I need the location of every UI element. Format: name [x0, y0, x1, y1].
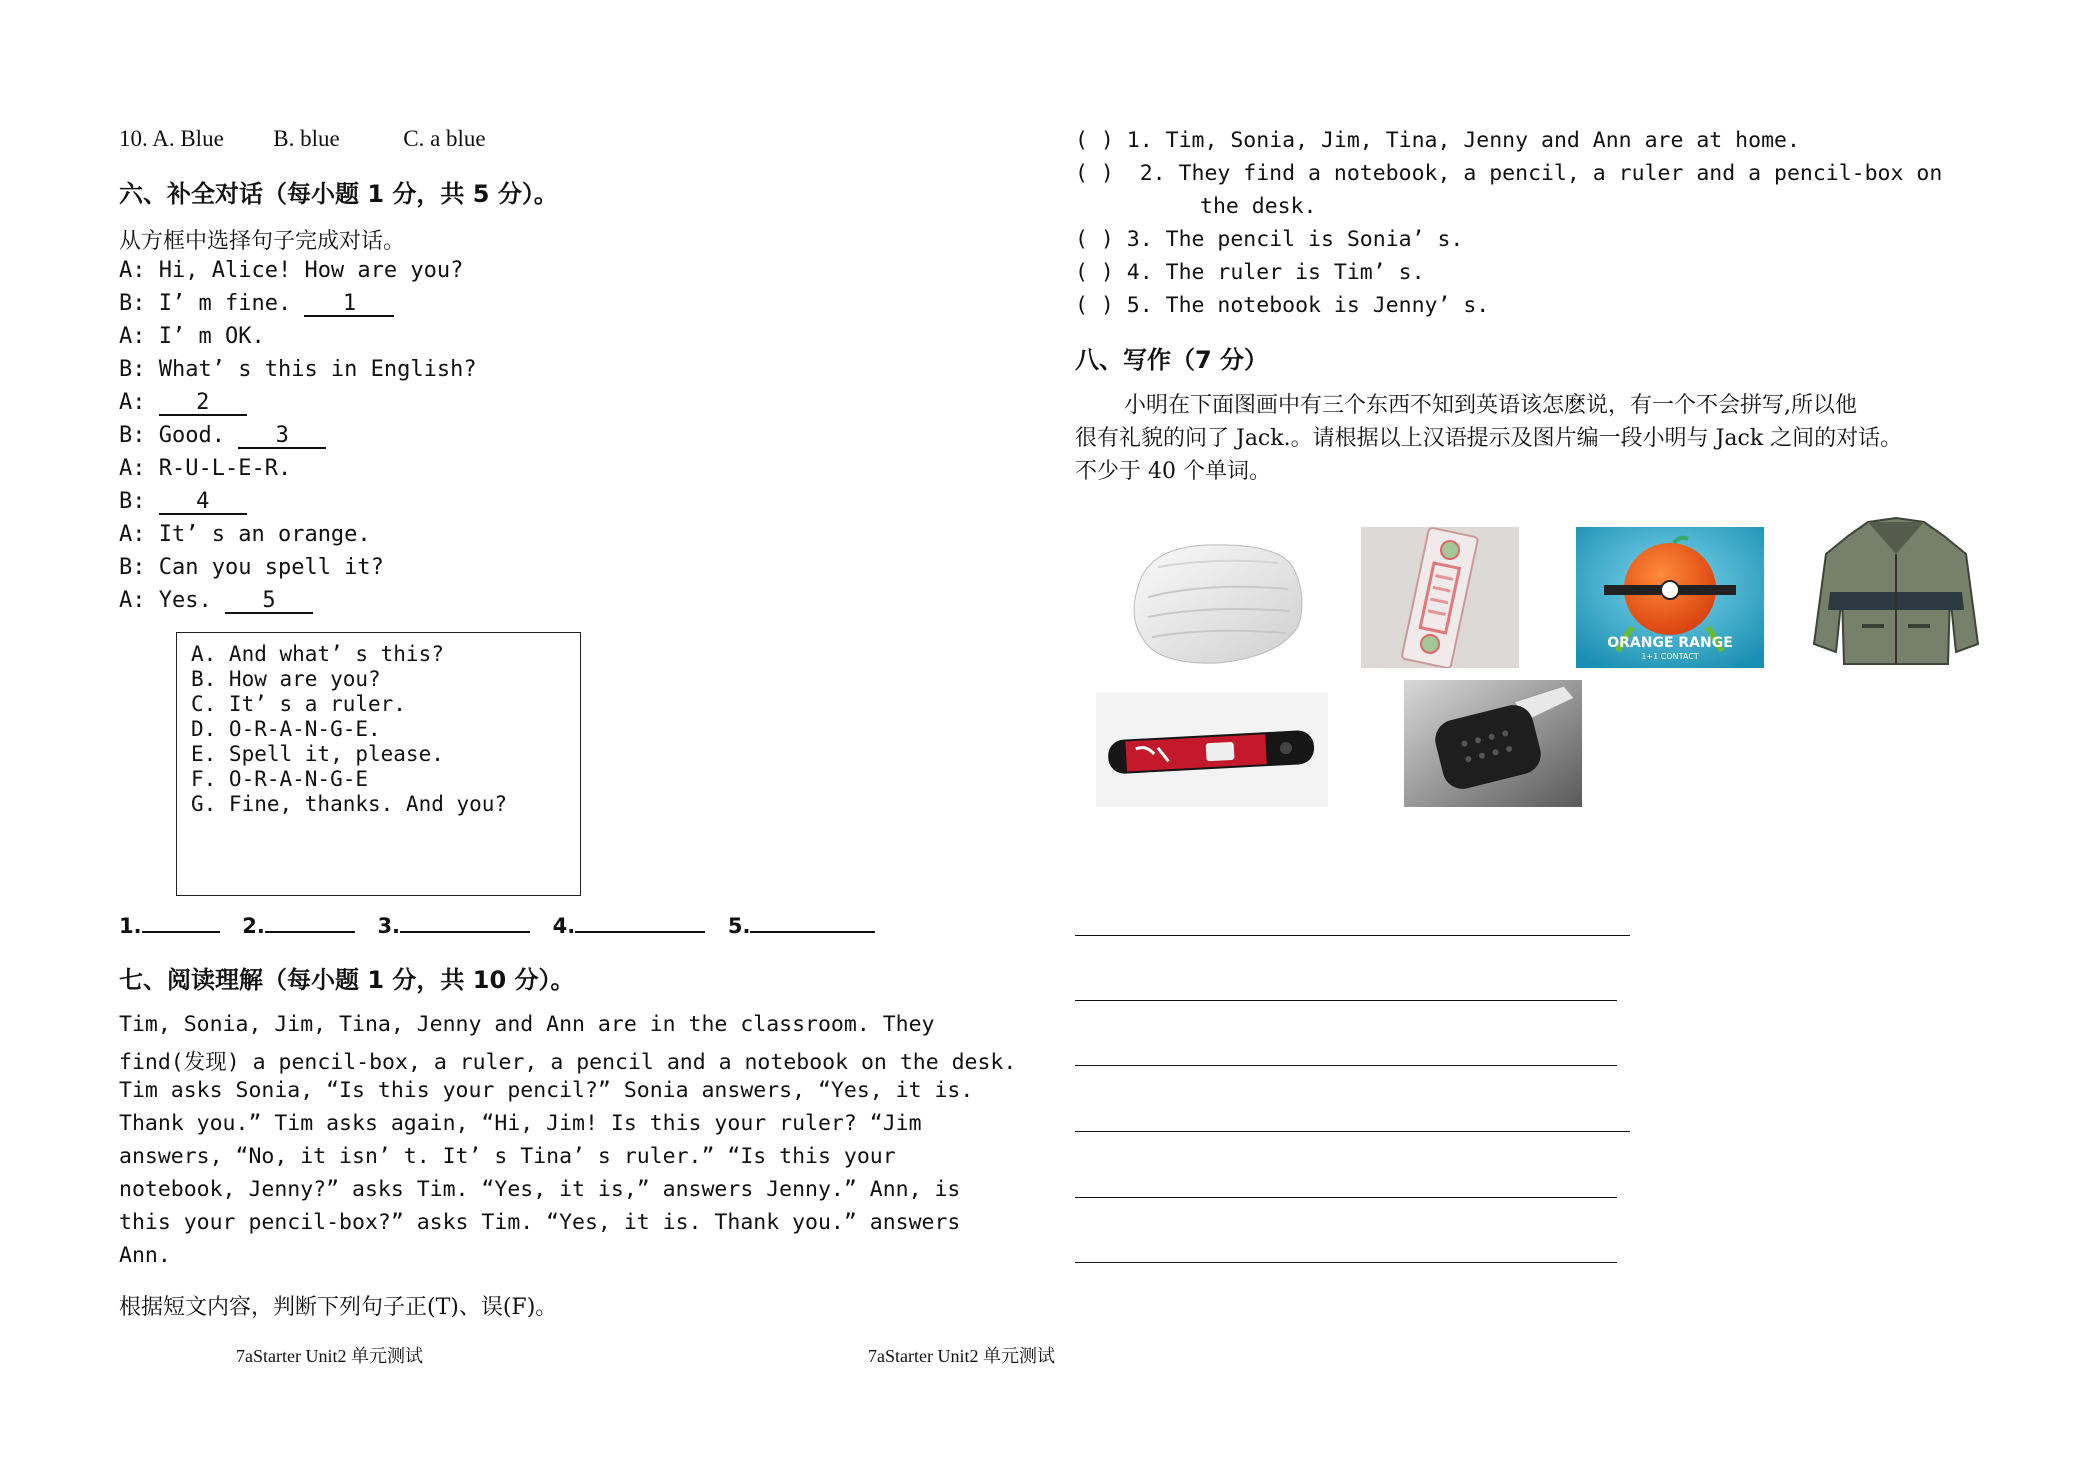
- tf-paren[interactable]: ( ): [1075, 128, 1114, 153]
- answer-blank[interactable]: 5: [225, 590, 313, 614]
- option-item: F. O-R-A-N-G-E: [191, 767, 369, 791]
- section-8-title: 八、写作（7 分）: [1075, 346, 1269, 374]
- dialog-line: A: R-U-L-E-R.: [119, 456, 292, 481]
- writing-line[interactable]: [1075, 1000, 1617, 1001]
- option-item: G. Fine, thanks. And you?: [191, 792, 508, 816]
- passage-line: Ann.: [119, 1243, 171, 1268]
- passage-line: Thank you.” Tim asks again, “Hi, Jim! Is this your ruler? “Jim: [119, 1111, 922, 1136]
- writing-line[interactable]: [1075, 935, 1630, 936]
- q10-option-c: C. a blue: [403, 126, 486, 151]
- tf-paren[interactable]: ( ): [1075, 260, 1114, 285]
- passage-line: notebook, Jenny?” asks Tim. “Yes, it is,” answers Jenny.” Ann, is: [119, 1177, 961, 1202]
- answer-line-1[interactable]: [142, 931, 220, 933]
- tf-item: ( ) 4. The ruler is Tim’ s.: [1075, 260, 1425, 285]
- answer-blank[interactable]: 3: [238, 425, 326, 449]
- writing-line[interactable]: [1075, 1197, 1617, 1198]
- ruler-image: [1361, 527, 1519, 668]
- prompt-line: 很有礼貌的问了 Jack.。请根据以上汉语提示及图片编一段小明与 Jack 之间的对话。: [1075, 426, 1903, 451]
- writing-line[interactable]: [1075, 1131, 1630, 1132]
- answer-line-4[interactable]: [575, 931, 705, 933]
- q10-option-a: 10. A. Blue: [119, 126, 224, 151]
- answer-line-5[interactable]: [750, 931, 875, 933]
- option-item: D. O-R-A-N-G-E.: [191, 717, 381, 741]
- tf-paren[interactable]: ( ): [1075, 293, 1114, 318]
- dialog-line: A: Yes. 5: [119, 588, 313, 614]
- option-item: C. It’ s a ruler.: [191, 692, 406, 716]
- section-6-instruction: 从方框中选择句子完成对话。: [119, 229, 406, 254]
- tf-paren[interactable]: ( ): [1075, 161, 1114, 186]
- tf-item-continuation: the desk.: [1200, 194, 1317, 219]
- answer-blank[interactable]: 1: [304, 293, 394, 317]
- jacket-image: [1806, 514, 1986, 670]
- passage-line: answers, “No, it isn’ t. It’ s Tina’ s ruler.” “Is this your: [119, 1144, 896, 1169]
- orange-caption: ORANGE RANGE: [1607, 635, 1733, 651]
- section-6-title: 六、补全对话（每小题 1 分，共 5 分）。: [119, 180, 558, 208]
- dialog-line: A: Hi, Alice! How are you?: [119, 258, 464, 283]
- tf-item: ( ) 1. Tim, Sonia, Jim, Tina, Jenny and Ann are at home.: [1075, 128, 1800, 153]
- passage-line: Tim asks Sonia, “Is this your pencil?” Sonia answers, “Yes, it is.: [119, 1078, 974, 1103]
- dialog-line: A: I’ m OK.: [119, 324, 265, 349]
- passage-line: find(发现) a pencil-box, a ruler, a pencil and a notebook on the desk.: [119, 1050, 1017, 1075]
- tf-item: ( ) 5. The notebook is Jenny’ s.: [1075, 293, 1490, 318]
- dialog-line: B: Good. 3: [119, 423, 326, 449]
- pen-image: [1096, 693, 1328, 807]
- option-item: E. Spell it, please.: [191, 742, 444, 766]
- section-7-title: 七、阅读理解（每小题 1 分，共 10 分）。: [119, 966, 575, 994]
- answer-blank[interactable]: 4: [159, 491, 247, 515]
- answer-row: 1. 2. 3. 4. 5.: [119, 914, 875, 938]
- passage-line: Tim, Sonia, Jim, Tina, Jenny and Ann are in the classroom. They: [119, 1012, 935, 1037]
- left-footer: 7aStarter Unit2 单元测试: [236, 1346, 423, 1366]
- tf-paren[interactable]: ( ): [1075, 227, 1114, 252]
- orange-subcaption: 1+1 CONTACT: [1641, 652, 1699, 661]
- tf-item: ( ) 3. The pencil is Sonia’ s.: [1075, 227, 1464, 252]
- question-10: [119, 126, 486, 152]
- tf-item: ( ) 2. They find a notebook, a pencil, a ruler and a pencil-box on: [1075, 161, 1943, 186]
- prompt-line: 小明在下面图画中有三个东西不知到英语该怎麽说，有一个不会拼写,所以他: [1124, 393, 1857, 418]
- dialog-line: B: 4: [119, 489, 247, 515]
- dialog-line: B: What’ s this in English?: [119, 357, 477, 382]
- dialog-line: B: I’ m fine. 1: [119, 291, 394, 317]
- dialog-line: A: 2: [119, 390, 247, 416]
- answer-blank[interactable]: 2: [159, 392, 247, 416]
- dialog-line: A: It’ s an orange.: [119, 522, 371, 547]
- answer-line-3[interactable]: [400, 931, 530, 933]
- orange-image: [1576, 527, 1764, 668]
- answer-line-2[interactable]: [265, 931, 355, 933]
- dialog-line: B: Can you spell it?: [119, 555, 384, 580]
- section-7-instruction: 根据短文内容，判断下列句子正(T)、误(F)。: [119, 1295, 558, 1320]
- option-item: B. How are you?: [191, 667, 381, 691]
- option-item: A. And what’ s this?: [191, 642, 444, 666]
- prompt-line: 不少于 40 个单词。: [1075, 459, 1271, 484]
- quilt-image: [1118, 527, 1314, 671]
- passage-line: this your pencil-box?” asks Tim. “Yes, it is. Thank you.” answers: [119, 1210, 961, 1235]
- writing-line[interactable]: [1075, 1262, 1617, 1263]
- writing-line[interactable]: [1075, 1065, 1617, 1066]
- key-image: [1404, 680, 1582, 807]
- q10-option-b: B. blue: [273, 126, 340, 151]
- center-footer: 7aStarter Unit2 单元测试: [868, 1346, 1055, 1366]
